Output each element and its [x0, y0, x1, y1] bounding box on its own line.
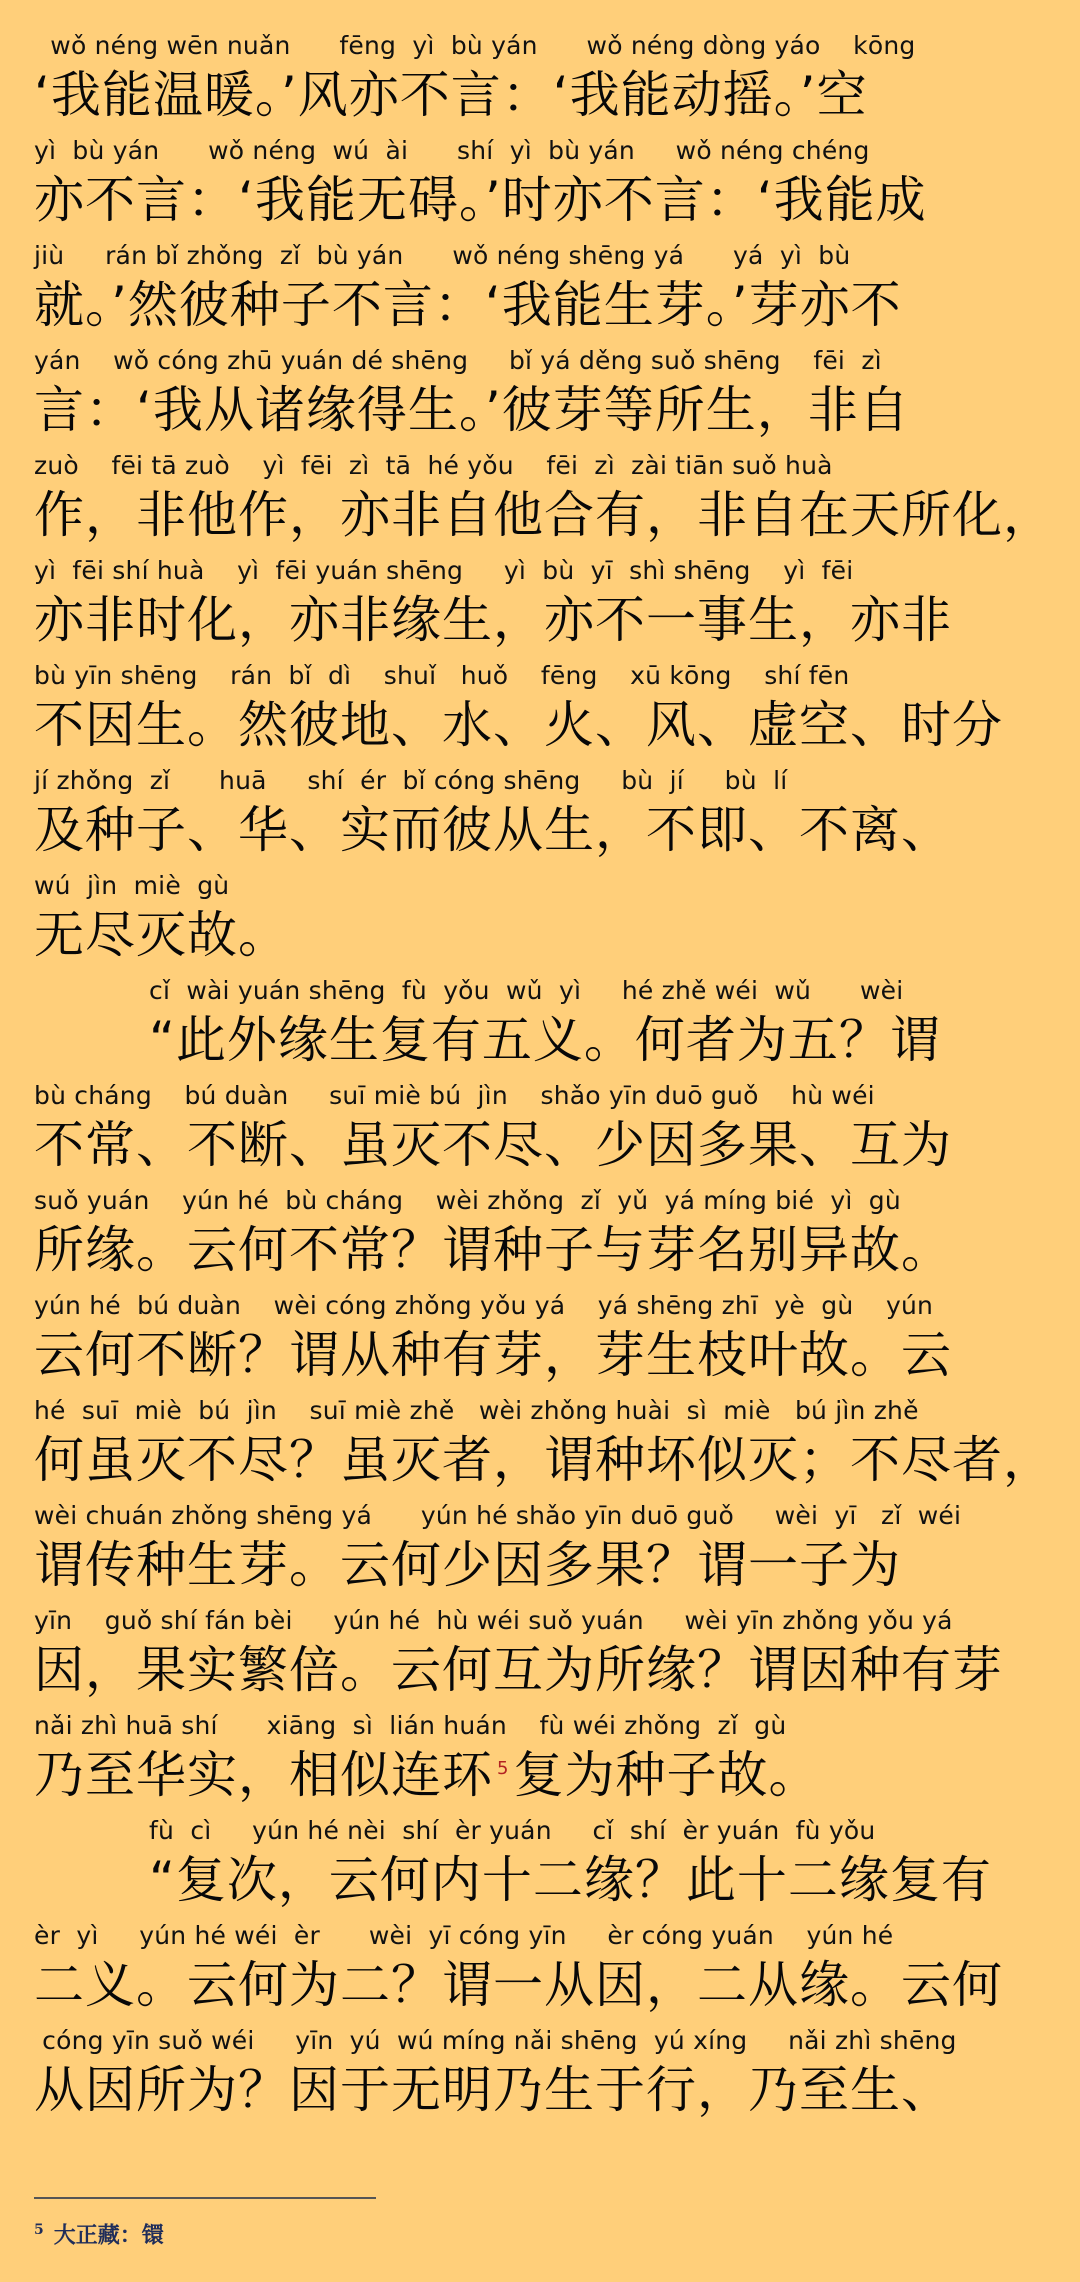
chinese-text: 作，非他作，亦非自他合有，非自在天所化，: [34, 486, 1054, 544]
footnote-divider: [34, 2197, 376, 2199]
text-segment: 复为种子故。: [513, 1746, 820, 1804]
text-line: [34, 763, 1046, 867]
chinese-text: 因，果实繁倍。云何互为所缘？谓因种有芽: [34, 1641, 1003, 1699]
pinyin-annotation: yún hé bú duàn wèi cóng zhǒng yǒu yá yá shēng zhī yè gù yún: [34, 1291, 934, 1320]
chinese-text: 所缘。云何不常？谓种子与芽名别异故。: [34, 1221, 952, 1279]
pinyin-annotation: wèi chuán zhǒng shēng yá yún hé shǎo yīn duō guǒ wèi yī zǐ wéi: [34, 1501, 962, 1530]
chinese-text: 谓传种生芽。云何少因多果？谓一子为: [34, 1536, 901, 1594]
pinyin-annotation: fù cì yún hé nèi shí èr yuán cǐ shí èr yuán fù yǒu: [149, 1816, 876, 1845]
text-line: [34, 1603, 1046, 1707]
pinyin-annotation: bù cháng bú duàn suī miè bú jìn shǎo yīn duō guǒ hù wéi: [34, 1081, 875, 1110]
pinyin-annotation: zuò fēi tā zuò yì fēi zì tā hé yǒu fēi zì zài tiān suǒ huà: [34, 451, 833, 480]
text-segment: 乃至华实，相似连环: [34, 1746, 493, 1804]
text-line: [34, 1918, 1046, 2022]
chinese-text: 就。’然彼种子不言：‘我能生芽。’芽亦不: [34, 276, 902, 334]
text-line: [34, 1183, 1046, 1287]
footnote: [34, 2212, 634, 2248]
pinyin-annotation: jiù rán bǐ zhǒng zǐ bù yán wǒ néng shēng yá yá yì bù: [34, 241, 851, 270]
chinese-text: 亦不言：‘我能无碍。’时亦不言：‘我能成: [34, 171, 927, 229]
footnote-number: 5: [34, 2222, 44, 2238]
pinyin-annotation: nǎi zhì huā shí xiāng sì lián huán fù wéi zhǒng zǐ gù: [34, 1711, 787, 1740]
text-line: [34, 1288, 1046, 1392]
chinese-text: 及种子、华、实而彼从生，不即、不离、: [34, 801, 952, 859]
pinyin-annotation: jí zhǒng zǐ huā shí ér bǐ cóng shēng bù jí bù lí: [34, 766, 788, 795]
chinese-text: 言：‘我从诸缘得生。’彼芽等所生，非自: [34, 381, 910, 439]
chinese-text: 从因所为？因于无明乃生于行，乃至生、: [34, 2061, 952, 2119]
text-line: [34, 238, 1046, 342]
pinyin-annotation: wǒ néng wēn nuǎn fēng yì bù yán wǒ néng dòng yáo kōng: [34, 31, 916, 60]
footnote-text: 大正藏：镮: [53, 2222, 164, 2249]
text-line: [34, 133, 1046, 237]
chinese-text: 何虽灭不尽？虽灭者，谓种坏似灭；不尽者，: [34, 1431, 1054, 1489]
text-line: [34, 1393, 1054, 1497]
chinese-text: [34, 1742, 1046, 1808]
footnote-reference[interactable]: 5: [497, 1758, 510, 1780]
chinese-text: 二义。云何为二？谓一从因，二从缘。云何: [34, 1956, 1003, 2014]
text-line: [34, 868, 1046, 972]
chinese-text: “此外缘生复有五义。何者为五？谓: [149, 1011, 941, 1069]
chinese-text: ‘我能温暖。’风亦不言：‘我能动摇。’空: [34, 66, 868, 124]
chinese-text: 云何不断？谓从种有芽，芽生枝叶故。云: [34, 1326, 952, 1384]
text-line: [34, 448, 1054, 552]
chinese-text: 无尽灭故。: [34, 906, 289, 964]
pinyin-annotation: yì fēi shí huà yì fēi yuán shēng yì bù yī shì shēng yì fēi: [34, 556, 854, 585]
pinyin-annotation: cóng yīn suǒ wéi yīn yú wú míng nǎi shēng yú xíng nǎi zhì shēng: [34, 2026, 957, 2055]
text-line-with-footnote: [34, 1708, 1046, 1812]
pinyin-annotation: wú jìn miè gù: [34, 871, 230, 900]
pinyin-annotation: yán wǒ cóng zhū yuán dé shēng bǐ yá děng suǒ shēng fēi zì: [34, 346, 882, 375]
text-line: [34, 658, 1046, 762]
chinese-text: 不因生。然彼地、水、火、风、虚空、时分: [34, 696, 1003, 754]
paragraph-start-line: [34, 973, 1046, 1077]
paragraph-start-line: [34, 1813, 1046, 1917]
pinyin-annotation: yì bù yán wǒ néng wú ài shí yì bù yán wǒ néng chéng: [34, 136, 870, 165]
pinyin-annotation: bù yīn shēng rán bǐ dì shuǐ huǒ fēng xū kōng shí fēn: [34, 661, 850, 690]
pinyin-annotation: suǒ yuán yún hé bù cháng wèi zhǒng zǐ yǔ yá míng bié yì gù: [34, 1186, 901, 1215]
text-line: [34, 1498, 1046, 1602]
pinyin-annotation: èr yì yún hé wéi èr wèi yī cóng yīn èr cóng yuán yún hé: [34, 1921, 894, 1950]
pinyin-annotation: yīn guǒ shí fán bèi yún hé hù wéi suǒ yuán wèi yīn zhǒng yǒu yá: [34, 1606, 953, 1635]
chinese-text: 亦非时化，亦非缘生，亦不一事生，亦非: [34, 591, 952, 649]
chinese-text: 不常、不断、虽灭不尽、少因多果、互为: [34, 1116, 952, 1174]
text-line: [34, 2023, 1046, 2127]
text-line: [34, 343, 1046, 447]
chinese-text: “复次，云何内十二缘？此十二缘复有: [149, 1851, 992, 1909]
text-line: [34, 553, 1046, 657]
pinyin-annotation: cǐ wài yuán shēng fù yǒu wǔ yì hé zhě wéi wǔ wèi: [149, 976, 904, 1005]
text-line: [34, 1078, 1046, 1182]
pinyin-annotation: hé suī miè bú jìn suī miè zhě wèi zhǒng huài sì miè bú jìn zhě: [34, 1396, 919, 1425]
text-line: [34, 28, 1046, 132]
